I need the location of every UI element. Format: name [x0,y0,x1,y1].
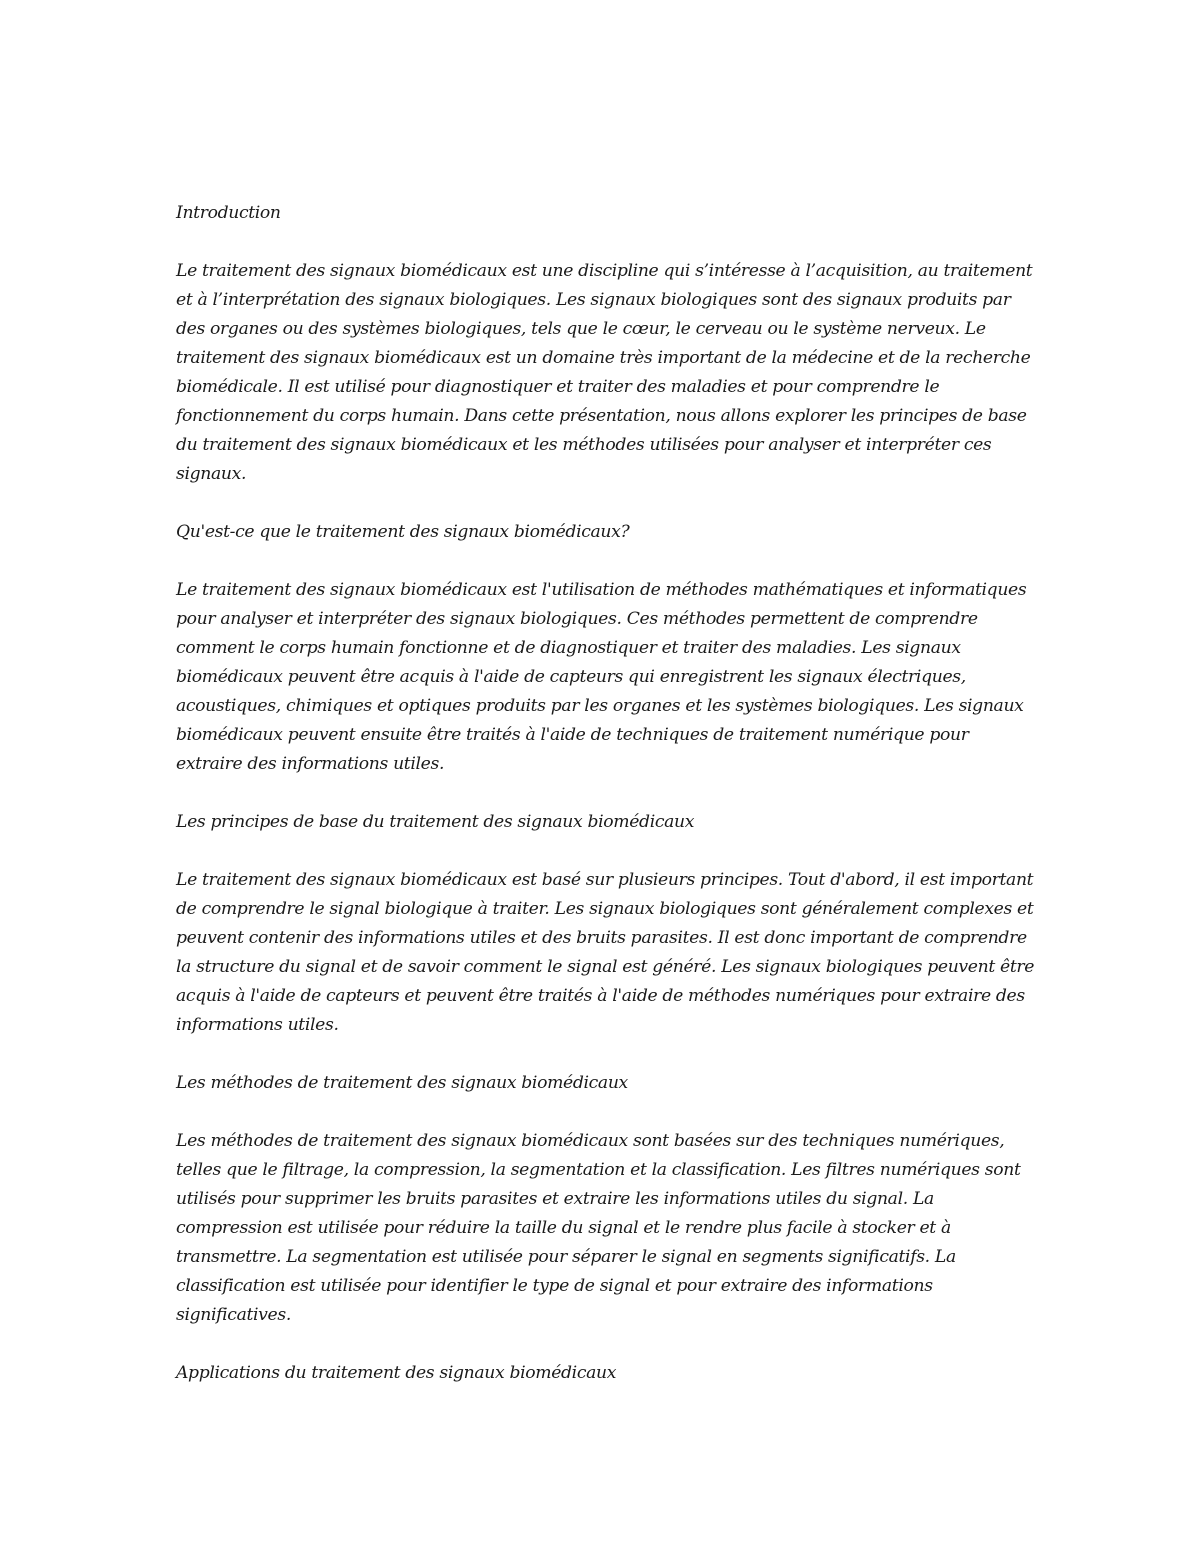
heading-introduction: Introduction [176,203,281,223]
heading-methods: Les méthodes de traitement des signaux biomédicaux [176,1073,628,1093]
paragraph-methods: Les méthodes de traitement des signaux biomédicaux sont basées sur des techniques numériques, telles que le filtrage, la compression, la segmentation et la classification. Les filtres numériques sont utilisés pour supprimer les bruits parasites et extraire les informations utiles du signal. La compression est utilisée pour réduire la taille du signal et le rendre plus facile à stocker et à transmettre. La segmentation est utilisée pour séparer le signal en segments significatifs. La classification est utilisée pour identifier le type de signal et pour extraire des informations significatives. [176,1131,1021,1325]
paragraph-principles: Le traitement des signaux biomédicaux est basé sur plusieurs principes. Tout d'abord, il est important de comprendre le signal biologique à traiter. Les signaux biologiques sont généralement complexes et peuvent contenir des informations utiles et des bruits parasites. Il est donc important de comprendre la structure du signal et de savoir comment le signal est généré. Les signaux biologiques peuvent être acquis à l'aide de capteurs et peuvent être traités à l'aide de méthodes numériques pour extraire des informations utiles. [176,870,1035,1035]
heading-principles: Les principes de base du traitement des signaux biomédicaux [176,812,695,832]
heading-definition: Qu'est-ce que le traitement des signaux biomédicaux? [176,522,630,542]
document-body [176,199,1036,1417]
paragraph-definition: Le traitement des signaux biomédicaux est l'utilisation de méthodes mathématiques et informatiques pour analyser et interpréter des signaux biologiques. Ces méthodes permettent de comprendre comment le corps humain fonctionne et de diagnostiquer et traiter des maladies. Les signaux biomédicaux peuvent être acquis à l'aide de capteurs qui enregistrent les signaux électriques, acoustiques, chimiques et optiques produits par les organes et les systèmes biologiques. Les signaux biomédicaux peuvent ensuite être traités à l'aide de techniques de traitement numérique pour extraire des informations utiles. [176,580,1027,774]
heading-applications: Applications du traitement des signaux biomédicaux [176,1363,617,1383]
paragraph-introduction: Le traitement des signaux biomédicaux est une discipline qui s’intéresse à l’acquisition, au traitement et à l’interprétation des signaux biologiques. Les signaux biologiques sont des signaux produits par des organes ou des systèmes biologiques, tels que le cœur, le cerveau ou le système nerveux. Le traitement des signaux biomédicaux est un domaine très important de la médecine et de la recherche biomédicale. Il est utilisé pour diagnostiquer et traiter des maladies et pour comprendre le fonctionnement du corps humain. Dans cette présentation, nous allons explorer les principes de base du traitement des signaux biomédicaux et les méthodes utilisées pour analyser et interpréter ces signaux. [176,261,1033,484]
